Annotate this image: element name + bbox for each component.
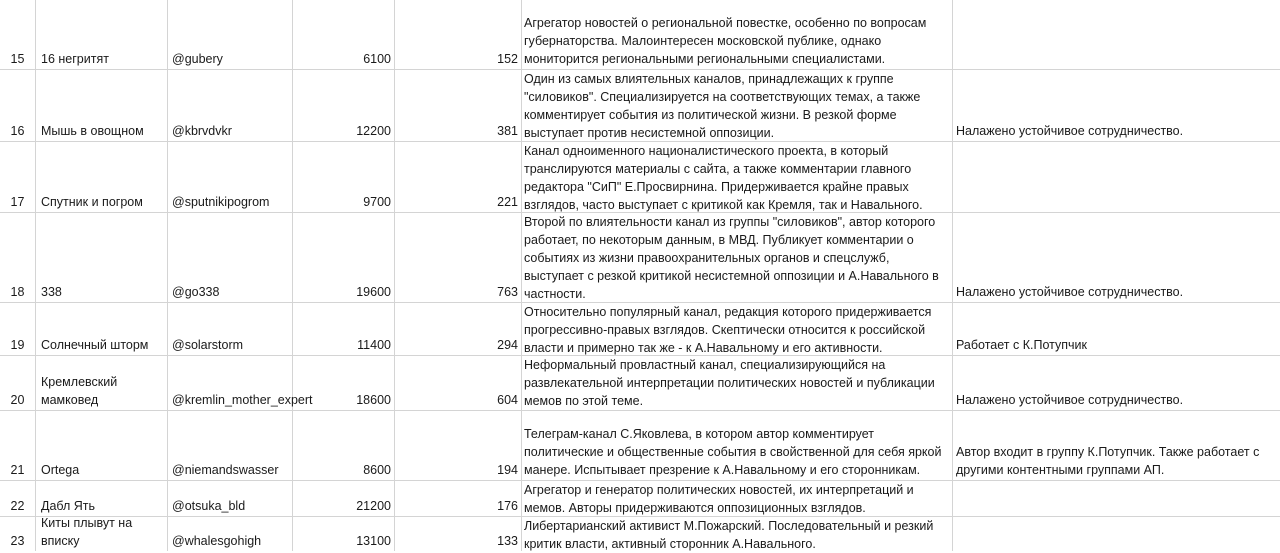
- note-line: Работает с К.Потупчик: [956, 338, 1087, 352]
- note-line: Налажено устойчивое сотрудничество.: [956, 124, 1184, 138]
- row-header[interactable]: 15: [10, 52, 25, 66]
- reach-cell[interactable]: 152: [497, 52, 518, 66]
- description-line: мониторится региональными региональными специалистами.: [524, 52, 886, 66]
- description-cell[interactable]: [524, 425, 951, 479]
- note-cell[interactable]: [956, 443, 1278, 479]
- description-line: Относительно популярный канал, редакция которого придерживается: [524, 305, 932, 319]
- reach-cell[interactable]: 133: [497, 534, 518, 548]
- row-header[interactable]: 21: [10, 463, 25, 477]
- reach-cell[interactable]: 221: [497, 195, 518, 209]
- description-line: "силовиков". Специализируется на соответствующих темах, а также: [524, 90, 921, 104]
- reach-cell[interactable]: 294: [497, 338, 518, 352]
- note-line: другими контентными группами АП.: [956, 463, 1165, 477]
- note-line: Налажено устойчивое сотрудничество.: [956, 393, 1184, 407]
- note-cell[interactable]: [956, 142, 1278, 212]
- channel-name-line: Кремлевский: [41, 375, 118, 389]
- description-line: комментирует события из политической жизни. В резкой форме: [524, 108, 897, 122]
- description-line: Агрегатор новостей о региональной повестке, особенно по вопросам: [524, 16, 927, 30]
- reach-cell[interactable]: 194: [497, 463, 518, 477]
- description-line: Телеграм-канал С.Яковлева, в котором автор комментирует: [524, 427, 875, 441]
- channel-handle-cell[interactable]: @otsuka_bld: [172, 499, 246, 513]
- description-line: манере. Испытывает презрение к А.Навальному и его сторонникам.: [524, 463, 921, 477]
- description-cell[interactable]: [524, 517, 951, 553]
- note-cell[interactable]: [956, 1, 1278, 69]
- description-line: Агрегатор и генератор политических новостей, их интерпретаций и: [524, 483, 914, 497]
- reach-cell[interactable]: 176: [497, 499, 518, 513]
- note-cell[interactable]: [956, 122, 1278, 140]
- channel-handle-cell[interactable]: @sputnikipogrom: [172, 195, 270, 209]
- description-cell[interactable]: [524, 481, 951, 517]
- channel-handle-cell[interactable]: @niemandswasser: [172, 463, 279, 477]
- description-line: критик власти, активный сторонник А.Навального.: [524, 537, 816, 551]
- description-line: власти и примерно так же - к А.Навальному и его активности.: [524, 341, 883, 355]
- description-line: взглядов, часто выступает с критикой как Кремля, так и Навального.: [524, 198, 923, 212]
- channel-name-cell[interactable]: [41, 514, 165, 550]
- subscribers-cell[interactable]: 19600: [356, 285, 391, 299]
- subscribers-cell[interactable]: 11400: [357, 338, 391, 352]
- row-header[interactable]: 22: [10, 499, 25, 513]
- subscribers-cell[interactable]: 6100: [363, 52, 391, 66]
- channel-name-cell[interactable]: [41, 283, 165, 301]
- channel-name-cell[interactable]: [41, 122, 165, 140]
- reach-cell[interactable]: 604: [497, 393, 518, 407]
- description-line: Канал одноименного националистического проекта, в который: [524, 144, 889, 158]
- channel-name-cell[interactable]: [41, 193, 165, 211]
- description-line: развлекательной интерпретации политических новостей и публикации: [524, 376, 935, 390]
- note-cell[interactable]: [956, 336, 1278, 354]
- channel-name-line: Спутник и погром: [41, 195, 143, 209]
- description-line: транслируются материалы с сайта, а также комментарии главного: [524, 162, 912, 176]
- description-line: прогрессивно-правых взглядов. Скептически относится к российской: [524, 323, 926, 337]
- subscribers-cell[interactable]: 12200: [356, 124, 391, 138]
- description-line: политические и общественные события в свойственной для себя яркой: [524, 445, 942, 459]
- channel-handle-cell[interactable]: @go338: [172, 285, 220, 299]
- description-line: работает, по некоторым данным, в МВД. Публикует комментарии о: [524, 233, 914, 247]
- channel-name-line: 338: [41, 285, 62, 299]
- channel-name-line: Солнечный шторм: [41, 338, 149, 352]
- channel-name-line: Дабл Ять: [41, 499, 96, 513]
- description-line: выступает против несистемной оппозиции.: [524, 126, 775, 140]
- channel-name-cell[interactable]: [41, 50, 165, 68]
- row-header[interactable]: 18: [10, 285, 25, 299]
- row-header[interactable]: 16: [10, 124, 25, 138]
- row-header[interactable]: 20: [10, 393, 25, 407]
- channel-name-line: вписку: [41, 534, 80, 548]
- description-cell[interactable]: [524, 356, 951, 410]
- channel-name-cell[interactable]: [41, 461, 165, 479]
- channel-name-line: Ortega: [41, 463, 80, 477]
- note-cell[interactable]: [956, 391, 1278, 409]
- description-cell[interactable]: [524, 14, 951, 68]
- note-cell[interactable]: [956, 481, 1278, 516]
- note-line: Налажено устойчивое сотрудничество.: [956, 285, 1184, 299]
- row-header[interactable]: 23: [10, 534, 25, 548]
- channel-name-line: 16 негритят: [41, 52, 109, 66]
- row-header[interactable]: 19: [10, 338, 25, 352]
- description-line: событиях из жизни правоохранительных органов и спецслужб,: [524, 251, 890, 265]
- reach-cell[interactable]: 381: [497, 124, 518, 138]
- description-cell[interactable]: [524, 70, 951, 142]
- channel-handle-cell[interactable]: @whalesgohigh: [172, 534, 262, 548]
- channel-handle-cell[interactable]: @kbrvdvkr: [172, 124, 232, 138]
- description-line: мемов по этой теме.: [524, 394, 644, 408]
- note-line: Автор входит в группу К.Потупчик. Также работает с: [956, 445, 1260, 459]
- subscribers-cell[interactable]: 18600: [356, 393, 391, 407]
- reach-cell[interactable]: 763: [497, 285, 518, 299]
- channel-name-line: Киты плывут на: [41, 516, 133, 530]
- note-cell[interactable]: [956, 517, 1278, 551]
- subscribers-cell[interactable]: 21200: [356, 499, 391, 513]
- description-line: выступает с резкой критикой несистемной оппозиции и А.Навального в: [524, 269, 939, 283]
- subscribers-cell[interactable]: 9700: [363, 195, 391, 209]
- description-line: Второй по влиятельности канал из группы "силовиков", автор которого: [524, 215, 936, 229]
- subscribers-cell[interactable]: 13100: [356, 534, 391, 548]
- description-line: Неформальный провластный канал, специализирующийся на: [524, 358, 886, 372]
- channel-handle-cell[interactable]: @solarstorm: [172, 338, 244, 352]
- channel-name-line: мамковед: [41, 393, 99, 407]
- note-cell[interactable]: [956, 283, 1278, 301]
- description-line: редактора "СиП" Е.Просвирнина. Придерживается крайне правых: [524, 180, 909, 194]
- description-cell[interactable]: [524, 213, 951, 303]
- subscribers-cell[interactable]: 8600: [363, 463, 391, 477]
- channel-name-cell[interactable]: [41, 497, 165, 515]
- description-line: мемов. Авторы придерживаются оппозиционных взглядов.: [524, 501, 866, 515]
- channel-name-cell[interactable]: [41, 336, 165, 354]
- description-line: Один из самых влиятельных каналов, принадлежащих к группе: [524, 72, 894, 86]
- channel-name-cell[interactable]: [41, 373, 165, 409]
- channel-handle-cell[interactable]: @gubery: [172, 52, 223, 66]
- description-cell[interactable]: [524, 142, 951, 214]
- description-line: губернаторства. Малоинтересен московской публике, однако: [524, 34, 882, 48]
- description-line: Либертарианский активист М.Пожарский. Последовательный и резкий: [524, 519, 934, 533]
- channel-name-line: Мышь в овощном: [41, 124, 144, 138]
- row-header[interactable]: 17: [10, 195, 25, 209]
- channel-handle-cell[interactable]: @kremlin_mother_expert: [172, 393, 313, 407]
- description-cell[interactable]: [524, 303, 951, 357]
- description-line: частности.: [524, 287, 586, 301]
